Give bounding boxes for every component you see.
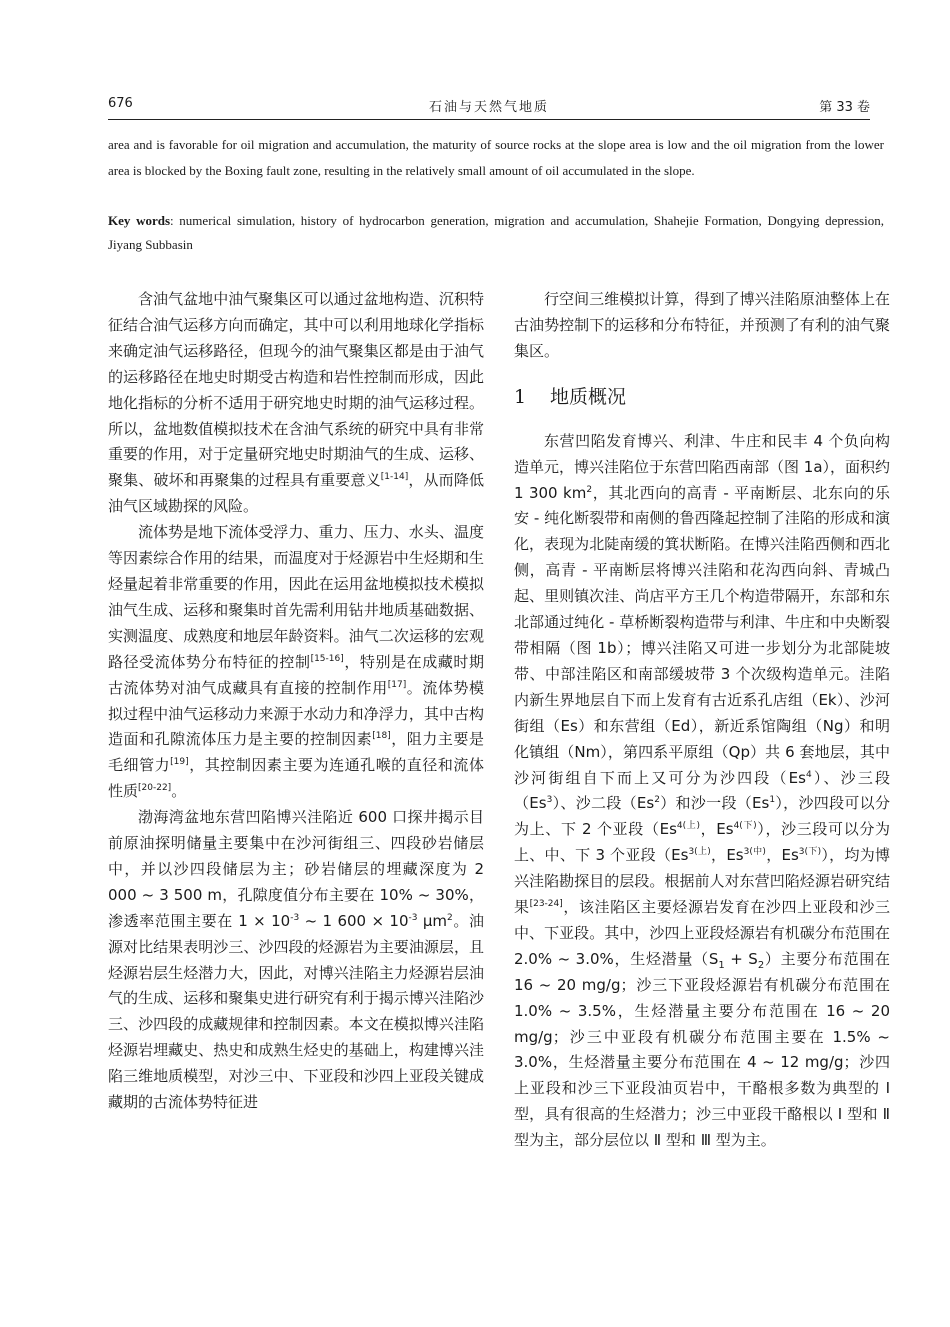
section-number: 1: [514, 385, 527, 408]
text-run: ，Es: [699, 820, 734, 839]
text-run: 。流体势模拟过程中油气运移动力来源于水动力和净浮力，其中古构造面和孔隙流体压力是主要的控制因素: [108, 678, 484, 749]
subscript: 2: [757, 959, 765, 971]
exponent: 4: [805, 769, 812, 780]
text-run: + S: [724, 949, 758, 968]
citation: [15-16]: [310, 653, 344, 664]
citation: [20-22]: [138, 783, 172, 794]
volume-label: 第 33 卷: [819, 100, 870, 115]
text-run: ，特别是在成藏时期古流体势对油气成藏具有直接的控制作用: [108, 652, 484, 697]
right-column: [514, 287, 890, 1154]
running-header: [108, 96, 870, 120]
exponent: 4(下): [733, 821, 757, 832]
text-run: ，从而降低油气区域勘探的风险。: [108, 471, 484, 516]
text-run: ，Es: [765, 846, 799, 865]
citation: [23-24]: [529, 899, 563, 910]
paragraph-intro: [108, 287, 484, 520]
paragraph-geology: [514, 429, 890, 1154]
keywords: [108, 209, 884, 257]
citation: [1-14]: [380, 472, 409, 483]
text-run: ，阻力主要是毛细管力: [108, 730, 484, 775]
text-run: ~ 1 600 × 10: [299, 911, 409, 930]
text-run: ）、沙三段（Es: [514, 768, 890, 813]
exponent: 3: [546, 795, 553, 806]
exponent: 2: [586, 484, 593, 495]
text-run: 渤海湾盆地东营凹陷博兴洼陷近 600 口探井揭示目前原油探明储量主要集中在沙河街组三、四段砂岩储层中，并以沙四段储层为主；砂岩储层的埋藏深度为 2 000 ~ 3 500 m，孔隙度值分布主要在 10% ~ 30%，渗透率范围主要在 1 × 10: [108, 808, 484, 930]
keywords-text: : numerical simulation, history of hydrocarbon generation, migration and accumulation, Shahejie Formation, Dongying depression, Jiyang Subbasin: [108, 213, 884, 252]
page-number: 676: [108, 96, 133, 111]
subscript: 1: [718, 959, 725, 971]
text-run: μm: [417, 911, 448, 930]
abstract-tail: area and is favorable for oil migration and accumulation, the maturity of source rocks at the slope area is low and the oil migration from the lower area is blocked by the Boxing fault zone, resulting in the relatively small amount of oil accumulated in the slope.: [108, 137, 884, 178]
text-run: ）主要分布范围在 16 ~ 20 mg/g；沙三下亚段烃源岩有机碳分布范围在 1.0% ~ 3.5%，生烃潜量主要分布范围在 16 ~ 20 mg/g；沙三中亚段有机碳分布范围主要在 1.5% ~ 3.0%，生烃潜量主要分布范围在 4 ~ 12 mg/g；沙四上亚段和沙三下亚段油页岩中，干酪根多数为典型的 Ⅰ 型，具有很高的生烃潜力；沙三中亚段干酪根以 Ⅰ 型和 Ⅱ 型为主，部分层位以 Ⅱ 型和 Ⅲ 型为主。: [514, 949, 890, 1150]
exponent: 4(上): [676, 821, 700, 832]
exponent: -3: [408, 912, 418, 923]
text-run: ，Es: [710, 846, 744, 865]
keywords-label: Key words: [108, 213, 171, 228]
paragraph-boxing-sag: [108, 805, 484, 1116]
exponent: -3: [290, 912, 300, 923]
exponent: 1: [769, 795, 776, 806]
text-run: 流体势是地下流体受浮力、重力、压力、水头、温度等因素综合作用的结果，而温度对于烃源岩中生烃期和生烃量起着非常重要的作用，因此在运用盆地模拟技术模拟油气生成、运移和聚集时首先需利用钻井地质基础数据、实测温度、成熟度和地层年龄资料。油气二次运移的宏观路径受流体势分布特征的控制: [108, 523, 484, 671]
citation: [18]: [372, 731, 391, 742]
text-run: ），均为博兴洼陷勘探目的层段。根据前人对东营凹陷烃源岩研究结果: [514, 846, 891, 917]
text-run: ）、沙二段（Es: [552, 794, 655, 813]
exponent: 2: [447, 912, 453, 923]
section-title: 地质概况: [550, 385, 627, 408]
text-run: 东营凹陷发育博兴、利津、牛庄和民丰 4 个负向构造单元，博兴洼陷位于东营凹陷西南部（图 1a），面积约 1 300 km: [514, 431, 891, 502]
text-run: 含油气盆地中油气聚集区可以通过盆地构造、沉积特征结合油气运移方向而确定，其中可以利用地球化学指标来确定油气运移路径，但现今的油气聚集区都是由于油气的运移路径在地史时期受古构造和岩性控制而形成，因此地化指标的分析不适用于研究地史时期的油气运移过程。所以，盆地数值模拟技术在含油气系统的研究中具有非常重要的作用，对于定量研究地史时期油气的生成、运移、聚集、破坏和再聚集的过程具有重要意义: [108, 290, 484, 490]
text-run: 。油源对比结果表明沙三、沙四段的烃源岩为主要油源层，且烃源岩层生烃潜力大，因此，对博兴洼陷主力烃源岩层油气的生成、运移和聚集史进行研究有利于揭示博兴洼陷沙三、沙四段的成藏规律和控制因素。本文在模拟博兴洼陷烃源岩埋藏史、热史和成熟生烃史的基础上，构建博兴洼陷三维地质模型，对沙三中、下亚段和沙四上亚段关键成藏期的古流体势特征进: [108, 911, 484, 1112]
text-run: 。: [171, 782, 187, 801]
text-run: ，该洼陷区主要烃源岩发育在沙四上亚段和沙三中、下亚段。其中，沙四上亚段烃源岩有机碳分布范围在 2.0% ~ 3.0%，生烃潜量（S: [514, 898, 890, 968]
exponent: 3(上): [688, 847, 711, 858]
left-column: [108, 287, 484, 1116]
exponent: 3(中): [743, 847, 766, 858]
section-heading: [514, 383, 890, 411]
header-rule: [108, 119, 870, 120]
text-run: ）和沙一段（Es: [659, 794, 770, 813]
citation: [17]: [387, 679, 407, 690]
exponent: 2: [654, 795, 660, 806]
text-run: ），沙四段可以分为上、下 2 个亚段（Es: [514, 794, 890, 839]
journal-title: 石油与天然气地质: [428, 100, 549, 115]
exponent: 3(下): [798, 847, 822, 858]
paragraph-fluid-potential: [108, 520, 484, 805]
text-run: ，其北西向的高青 - 平南断层、北东向的乐安 - 纯化断裂带和南侧的鲁西隆起控制了洼陷的形成和演化，表现为北陡南缓的箕状断陷。在博兴洼陷西侧和西北侧，高青 - 平南断层将博兴洼陷和花沟西向斜、青城凸起、里则镇次洼、尚店平方王几个构造带隔开，东部和东北部通过纯化 - 草桥断裂构造带与利津、牛庄和中央断裂带相隔（图 1b）；博兴洼陷又可进一步划分为北部陡坡带、中部洼陷区和南部缓坡带 3 个次级构造单元。洼陷内新生界地层自下而上发育有古近系孔店组（Ek）、沙河街组（Es）和东营组（Ed），新近系馆陶组（Ng）和明化镇组（Nm），第四系平原组（Qp）共 6 套地层，其中沙河街组自下而上又可分为沙四段（Es: [514, 483, 890, 787]
text-run: ），沙三段可以分为上、中、下 3 个亚段（Es: [514, 820, 891, 865]
citation: [19]: [170, 757, 189, 768]
paragraph-continuation: 行空间三维模拟计算，得到了博兴洼陷原油整体上在古油势控制下的运移和分布特征，并预测了有利的油气聚集区。: [514, 290, 890, 360]
text-run: ，其控制因素主要为连通孔喉的直径和流体性质: [108, 756, 484, 801]
